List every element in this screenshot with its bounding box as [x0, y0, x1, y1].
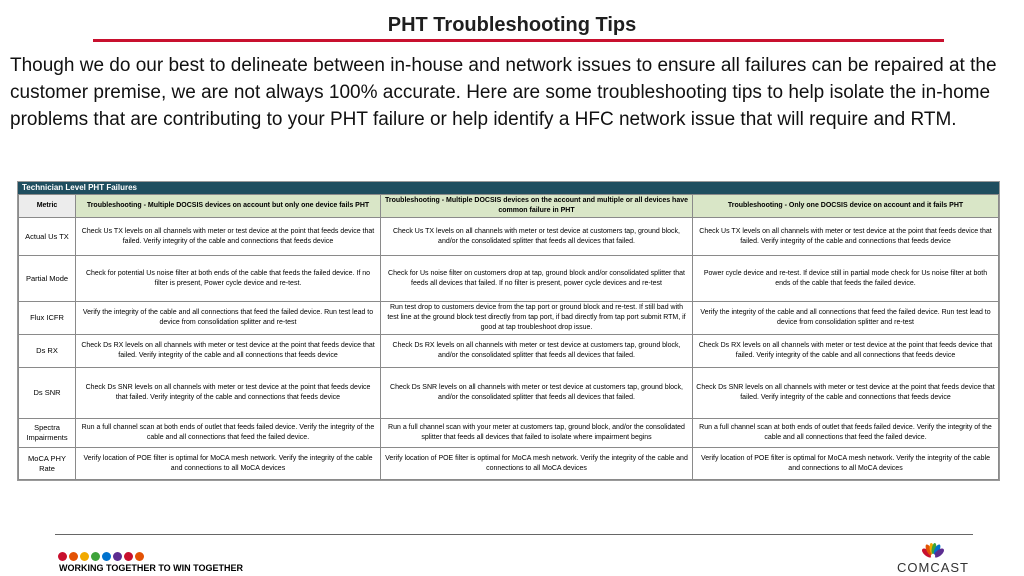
row-cell-col1: Check for potential Us noise filter at both ends of the cable that feeds the failed device. If no filter is present, Power cycle device and re-test.: [76, 256, 381, 302]
table-row: [19, 256, 999, 302]
footer-tagline: WORKING TOGETHER TO WIN TOGETHER: [59, 563, 244, 573]
row-cell-col3: Verify location of POE filter is optimal for MoCA mesh network. Verify the integrity of the cable and connections to all MoCA devices: [693, 448, 999, 480]
row-cell-col3: Check Us TX levels on all channels with meter or test device at the point that feeds device that failed. Verify integrity of the cable and connections that feeds device: [693, 218, 999, 256]
header-col1: Troubleshooting - Multiple DOCSIS devices on account but only one device fails PHT: [76, 195, 381, 218]
brand-dot: [91, 552, 100, 561]
row-cell-col3: Power cycle device and re-test. If device still in partial mode check for Us noise filter at both ends of the cable that feeds the failed device.: [693, 256, 999, 302]
row-cell-col1: Verify the integrity of the cable and all connections that feed the failed device. Run test lead to device from consolidation splitter and re-test: [76, 302, 381, 335]
row-cell-col1: Check Ds RX levels on all channels with meter or test device at the point that feeds device that failed. Verify integrity of the cable and all connections that feeds device: [76, 335, 381, 368]
table-row: [19, 335, 999, 368]
brand-dot: [135, 552, 144, 561]
brand-dot: [58, 552, 67, 561]
row-cell-col2: Check Us TX levels on all channels with meter or test device at customers tap, ground block, and/or the consolidated splitter that feeds all devices that failed.: [381, 218, 693, 256]
row-cell-col2: Check for Us noise filter on customers drop at tap, ground block and/or consolidated splitter that feeds all devices that failed. If no filter is present, power cycle devices and re-test: [381, 256, 693, 302]
row-cell-col2: Check Ds RX levels on all channels with meter or test device at customers tap, ground block, and/or the consolidated splitter that feeds all devices that failed.: [381, 335, 693, 368]
table-row: [19, 448, 999, 480]
table-row: [19, 368, 999, 419]
row-cell-col3: Check Ds SNR levels on all channels with meter or test device at the point that feeds device that failed. Verify integrity of the cable and connections that feeds device: [693, 368, 999, 419]
troubleshooting-table: [18, 194, 999, 480]
comcast-logo: [888, 543, 978, 575]
row-cell-col2: Check Ds SNR levels on all channels with meter or test device at customers tap, ground block, and/or the consolidated splitter that feeds all devices that failed.: [381, 368, 693, 419]
row-cell-col1: Run a full channel scan at both ends of outlet that feeds failed device. Verify the integrity of the cable and all connections that feed the failed device.: [76, 419, 381, 448]
row-metric: Flux ICFR: [19, 302, 76, 335]
row-cell-col3: Run a full channel scan at both ends of outlet that feeds failed device. Verify the integrity of the cable and all connections that feed the failed device.: [693, 419, 999, 448]
row-cell-col3: Verify the integrity of the cable and all connections that feed the failed device. Run test lead to device from consolidation splitter and re-test: [693, 302, 999, 335]
logo-wordmark: COMCAST: [897, 560, 969, 575]
row-metric: Actual Us TX: [19, 218, 76, 256]
footer-divider: [55, 534, 973, 535]
row-cell-col1: Verify location of POE filter is optimal for MoCA mesh network. Verify the integrity of the cable and connections to all MoCA devices: [76, 448, 381, 480]
header-col3: Troubleshooting - Only one DOCSIS device on account and it fails PHT: [693, 195, 999, 218]
table-caption: Technician Level PHT Failures: [18, 182, 999, 194]
row-cell-col2: Run test drop to customers device from the tap port or ground block and re-test. If still bad with test line at the ground block test directly from tap port, if bad directly from tap port submit RTM, if good at tap troubleshoot drop issue.: [381, 302, 693, 335]
header-col2: Troubleshooting - Multiple DOCSIS devices on the account and multiple or all devices have common failure in PHT: [381, 195, 693, 218]
brand-dot: [80, 552, 89, 561]
row-metric: Ds SNR: [19, 368, 76, 419]
brand-dot: [124, 552, 133, 561]
row-metric: MoCA PHY Rate: [19, 448, 76, 480]
table-row: [19, 419, 999, 448]
row-cell-col1: Check Ds SNR levels on all channels with meter or test device at the point that feeds device that failed. Verify integrity of the cable and connections that feeds device: [76, 368, 381, 419]
intro-paragraph: Though we do our best to delineate between in-house and network issues to ensure all failures can be repaired at the customer premise, we are not always 100% accurate. Here are some troubleshooting tips to help isolate the in-home problems that are contributing to your PHT failure or help identify a HFC network issue that will require and RTM.: [10, 55, 997, 130]
row-metric: Ds RX: [19, 335, 76, 368]
row-cell-col2: Verify location of POE filter is optimal for MoCA mesh network. Verify the integrity of the cable and connections to all MoCA devices: [381, 448, 693, 480]
header-metric: Metric: [19, 195, 76, 218]
brand-dot: [113, 552, 122, 561]
table-row: [19, 218, 999, 256]
table-header-row: [19, 195, 999, 218]
title-underline: [93, 39, 944, 42]
row-metric: Spectra Impairments: [19, 419, 76, 448]
row-cell-col1: Check Us TX levels on all channels with meter or test device at the point that feeds device that failed. Verify integrity of the cable and connections that feeds device: [76, 218, 381, 256]
peacock-icon: [921, 543, 945, 559]
troubleshooting-table-container: [17, 181, 1000, 481]
brand-dots: [58, 548, 146, 560]
page-title: PHT Troubleshooting Tips: [387, 14, 637, 36]
row-cell-col2: Run a full channel scan with your meter at customers tap, ground block, and/or the consolidated splitter that feeds all devices that failed to isolate where impairment begins: [381, 419, 693, 448]
brand-dot: [102, 552, 111, 561]
row-metric: Partial Mode: [19, 256, 76, 302]
table-row: [19, 302, 999, 335]
brand-dot: [69, 552, 78, 561]
row-cell-col3: Check Ds RX levels on all channels with meter or test device at the point that feeds device that failed. Verify integrity of the cable and all connections that feeds device: [693, 335, 999, 368]
